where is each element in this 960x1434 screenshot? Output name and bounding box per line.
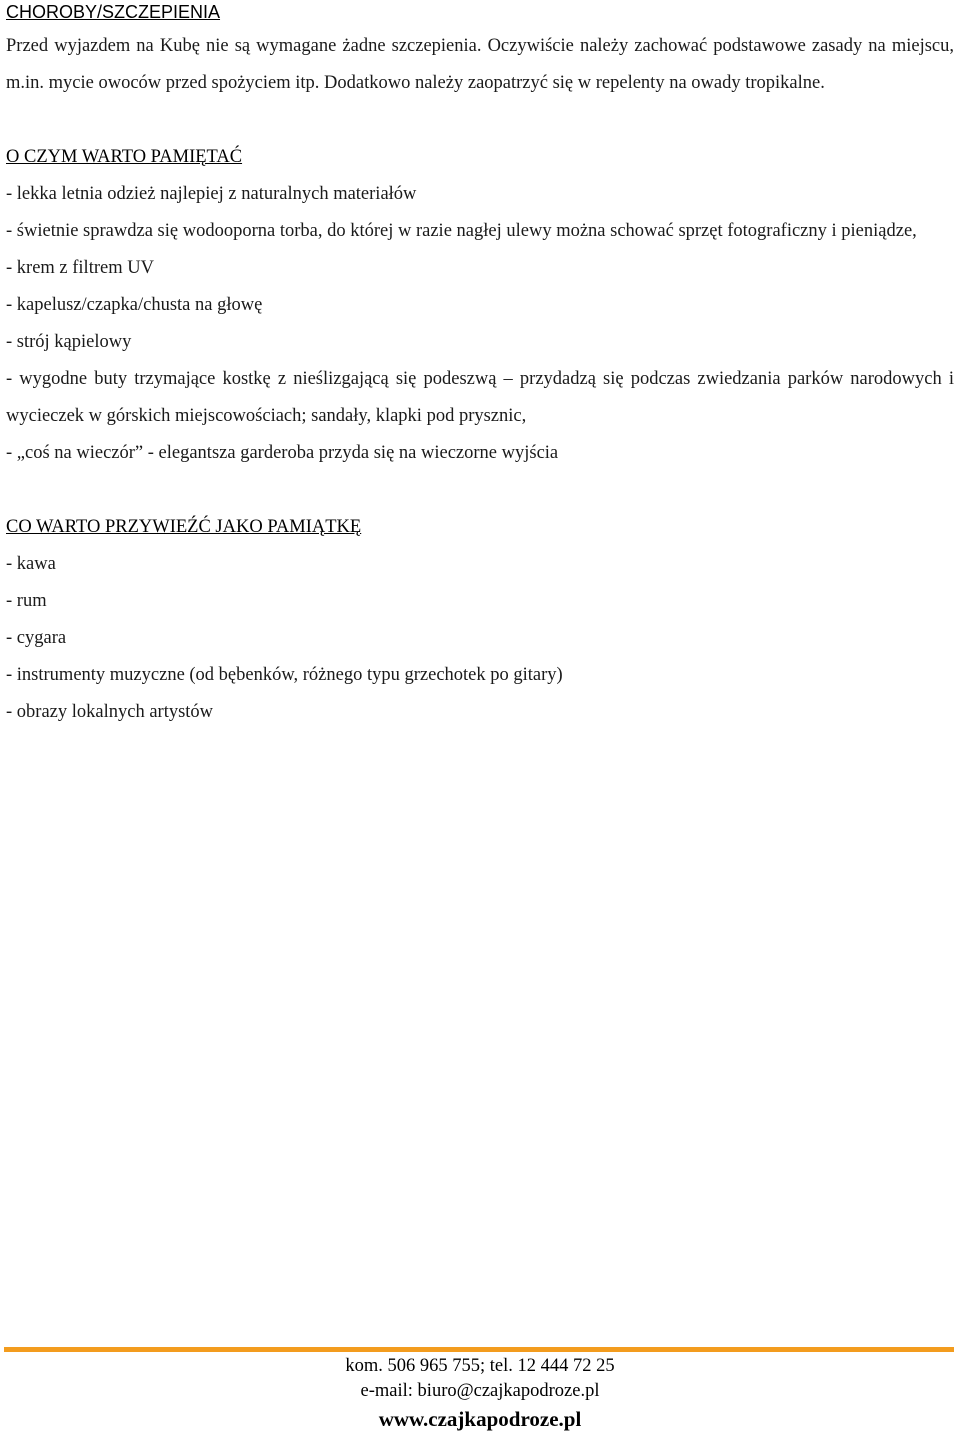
footer-email: e-mail: biuro@czajkapodroze.pl xyxy=(360,1381,600,1401)
list-item: - obrazy lokalnych artystów xyxy=(6,702,214,722)
footer xyxy=(0,1354,960,1434)
document-body xyxy=(6,0,954,731)
section-spacer xyxy=(6,102,954,139)
list-item: - strój kąpielowy xyxy=(6,332,132,352)
list-item: - lekka letnia odzież najlepiej z naturalnych materiałów xyxy=(6,184,417,204)
list-item: - świetnie sprawdza się wodooporna torba, do której w razie nagłej ulewy można schować sprzęt fotograficzny i pieniądze, xyxy=(6,221,917,241)
remember-heading: O CZYM WARTO PAMIĘTAĆ xyxy=(6,147,243,167)
vaccinations-text: Przed wyjazdem na Kubę nie są wymagane żadne szczepienia. Oczywiście należy zachować podstawowe zasady na miejscu, m.in. mycie owoców przed spożyciem itp. Dodatkowo należy zaopatrzyć się w repelenty na owady tropikalne. xyxy=(6,36,954,93)
footer-divider xyxy=(4,1347,954,1352)
list-item: - rum xyxy=(6,591,47,611)
list-item: - krem z filtrem UV xyxy=(6,258,154,278)
list-item: - cygara xyxy=(6,628,67,648)
footer-website: www.czajkapodroze.pl xyxy=(378,1407,582,1431)
section-spacer xyxy=(6,472,954,509)
list-item: - instrumenty muzyczne (od bębenków, różnego typu grzechotek po gitary) xyxy=(6,665,563,685)
list-item: - kawa xyxy=(6,554,56,574)
footer-phone: kom. 506 965 755; tel. 12 444 72 25 xyxy=(345,1356,615,1376)
list-item: - wygodne buty trzymające kostkę z nieślizgającą się podeszwą – przydadzą się podczas zwiedzania parków narodowych i wycieczek w górskich miejscowościach; sandały, klapki pod prysznic, xyxy=(6,369,954,426)
list-item: - „coś na wieczór” - elegantsza garderoba przyda się na wieczorne wyjścia xyxy=(6,443,559,463)
vaccinations-heading: CHOROBY/SZCZEPIENIA xyxy=(6,2,221,22)
souvenirs-heading: CO WARTO PRZYWIEŹĆ JAKO PAMIĄTKĘ xyxy=(6,517,362,537)
list-item: - kapelusz/czapka/chusta na głowę xyxy=(6,295,263,315)
